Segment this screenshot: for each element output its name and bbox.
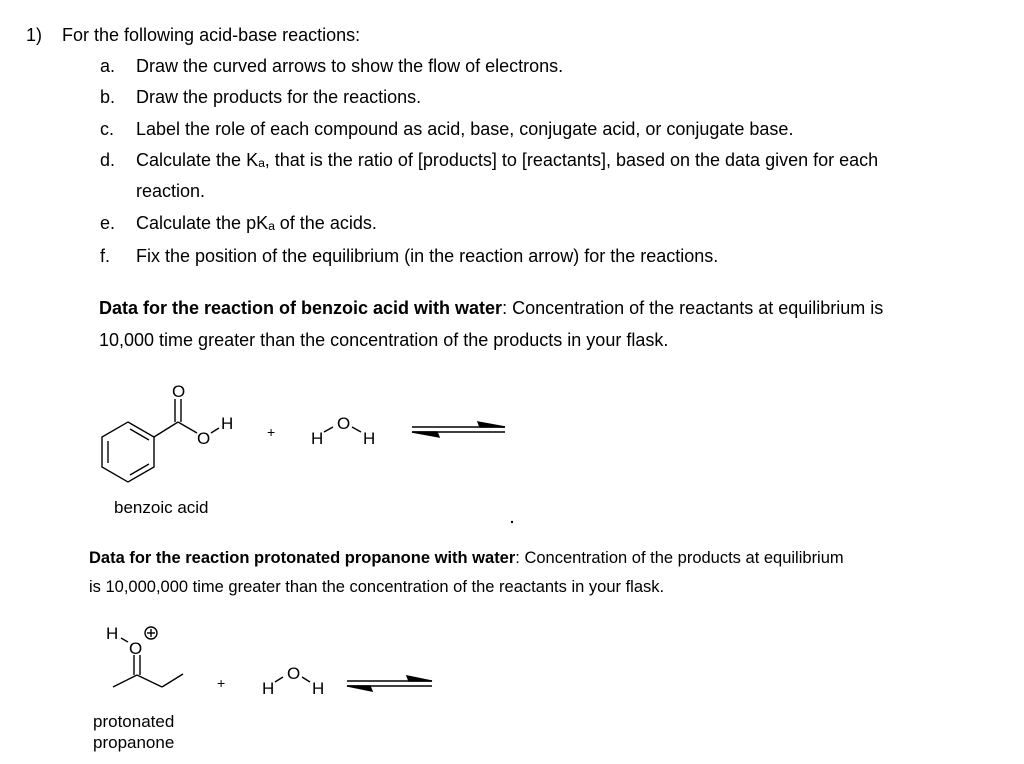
benzoic-acid-label: benzoic acid [114, 498, 209, 517]
reaction1-data-text2: 10,000 time greater than the concentration of the products in your flask. [99, 330, 669, 350]
atom-H: H [221, 414, 234, 433]
reaction2-data-heading: Data for the reaction protonated propanone with water [89, 549, 516, 567]
reaction1-data-heading: Data for the reaction of benzoic acid with water [99, 298, 503, 318]
question-intro: For the following acid-base reactions: [62, 25, 361, 45]
atom-H: H [262, 679, 275, 698]
atom-O: O [197, 429, 211, 448]
atom-O: O [129, 639, 143, 658]
propanone-label: propanone [93, 733, 175, 752]
plus-sign: + [267, 424, 276, 440]
atom-H: H [363, 429, 376, 448]
item-text-continued: reaction. [136, 181, 206, 201]
atom-O: O [287, 664, 301, 683]
item-text: Fix the position of the equilibrium (in the reaction arrow) for the reactions. [136, 246, 719, 266]
stray-dot [511, 521, 513, 523]
reaction2-data-text2: is 10,000,000 time greater than the concentration of the reactants in your flask. [89, 578, 665, 596]
item-letter: c. [100, 119, 115, 139]
reaction2-data-text: : Concentration of the products at equilibrium [515, 549, 844, 567]
item-text: Label the role of each compound as acid, base, conjugate acid, or conjugate base. [136, 119, 794, 139]
item-letter: f. [100, 246, 111, 266]
propanone-label: protonated [93, 712, 175, 731]
item-text: Calculate the Kₐ, that is the ratio of [products] to [reactants], based on the data given for each [136, 150, 879, 170]
atom-H: H [106, 624, 119, 643]
item-letter: d. [100, 150, 116, 170]
atom-O: O [337, 414, 351, 433]
item-text: Calculate the pKₐ of the acids. [136, 213, 377, 233]
item-text: Draw the products for the reactions. [136, 87, 422, 107]
item-text: Draw the curved arrows to show the flow of electrons. [136, 56, 564, 76]
equilibrium-arrow [412, 422, 505, 437]
reaction1-data-text: : Concentration of the reactants at equilibrium is [502, 298, 884, 318]
atom-H: H [312, 679, 325, 698]
atom-H: H [311, 429, 324, 448]
equilibrium-arrow [347, 676, 432, 691]
plus-sign: + [217, 675, 226, 691]
question-number: 1) [26, 25, 43, 45]
atom-O: O [172, 382, 186, 401]
protonated-propanone-structure [113, 627, 183, 687]
item-letter: e. [100, 213, 116, 233]
item-letter: b. [100, 87, 116, 107]
item-letter: a. [100, 56, 116, 76]
